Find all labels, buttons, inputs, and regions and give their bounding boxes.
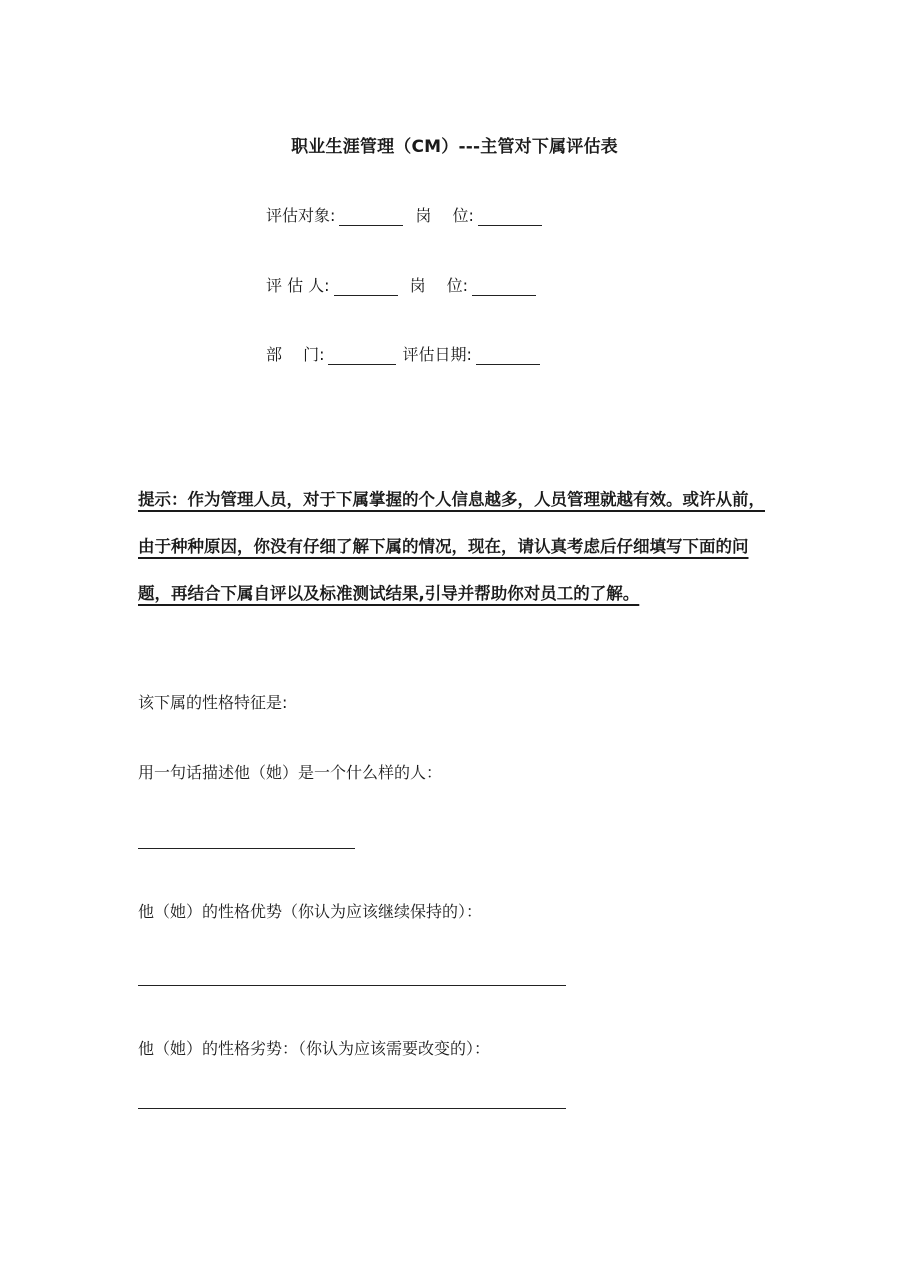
evaluator-position-blank[interactable] — [472, 277, 536, 296]
question-personality: 该下属的性格特征是: — [138, 693, 288, 712]
answer-line-one-sentence[interactable] — [138, 848, 355, 849]
department-blank[interactable] — [328, 346, 396, 365]
answer-line-weaknesses[interactable] — [138, 1108, 566, 1109]
document-title: 职业生涯管理（CM）---主管对下属评估表 — [291, 137, 618, 157]
question-one-sentence: 用一句话描述他（她）是一个什么样的人： — [138, 763, 443, 782]
evaluator-blank[interactable] — [334, 277, 398, 296]
evaluator-position-label: 岗 位: — [409, 276, 469, 295]
instruction-tip: 提示：作为管理人员，对于下属掌握的个人信息越多，人员管理就越有效。或许从前，由于种种原因，你没有仔细了解下属的情况，现在，请认真考虑后仔细填写下面的问题，再结合下属自评以及标准测试结果,引导并帮助你对员工的了解。 — [138, 490, 765, 603]
position-label: 岗 位: — [415, 206, 474, 225]
field-row-subject — [266, 203, 548, 226]
department-label: 部 门: — [266, 345, 325, 364]
subject-label: 评估对象: — [266, 206, 336, 225]
answer-line-strengths[interactable] — [138, 985, 566, 986]
date-label: 评估日期: — [402, 345, 472, 364]
question-strengths: 他（她）的性格优势（你认为应该继续保持的）： — [138, 902, 483, 921]
field-row-department — [266, 342, 546, 365]
date-blank[interactable] — [476, 346, 540, 365]
position-blank[interactable] — [478, 207, 542, 226]
question-weaknesses: 他（她）的性格劣势：（你认为应该需要改变的）： — [138, 1039, 491, 1058]
evaluator-label: 评 估 人: — [266, 276, 330, 295]
field-row-evaluator — [266, 273, 542, 296]
subject-blank[interactable] — [339, 207, 403, 226]
